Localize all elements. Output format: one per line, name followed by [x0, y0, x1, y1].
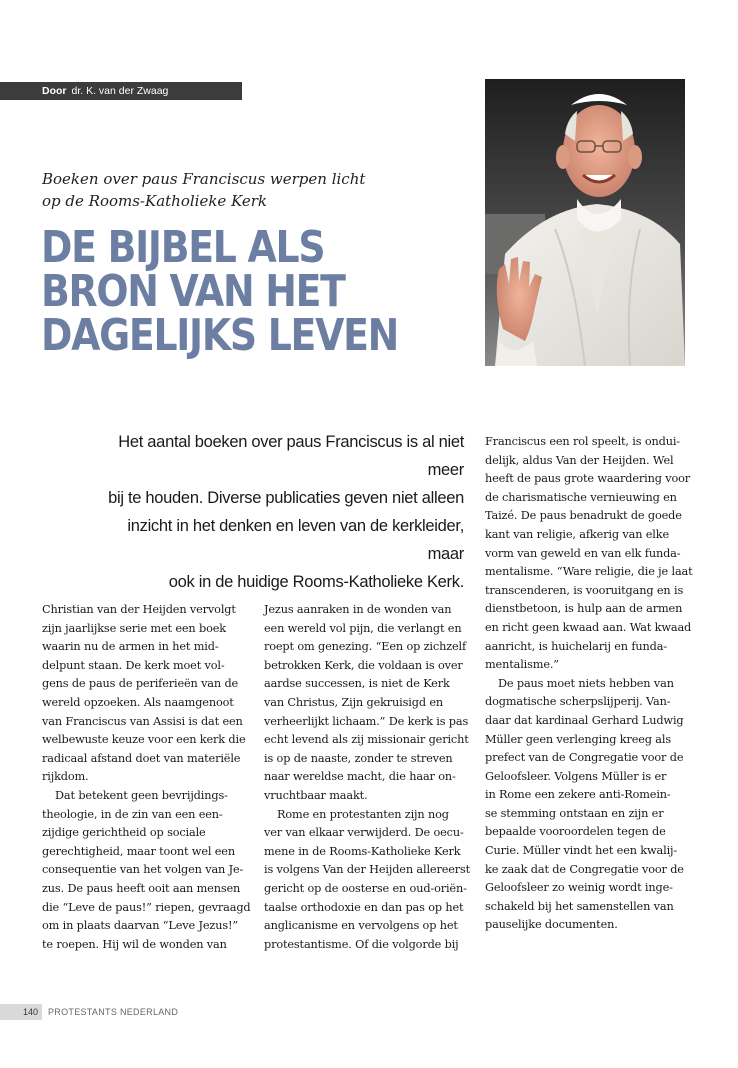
- body-text-line: taalse orthodoxie en dan pas op het: [264, 900, 464, 914]
- body-text-line: betrokken Kerk, die voldaan is over: [264, 658, 463, 672]
- body-text-line: in Rome een zekere anti-Romein-: [485, 788, 671, 802]
- body-column-1: [42, 601, 251, 954]
- body-text-line: bepaalde vooroordelen tegen de: [485, 825, 666, 839]
- body-text-line: dienstbetoon, is hulp aan de armen: [485, 602, 683, 616]
- body-text-line: een wereld vol pijn, die verlangt en: [264, 621, 462, 635]
- body-text-line: gerechtigheid, maar toont wel een: [42, 844, 235, 858]
- body-column-2: [264, 601, 471, 954]
- body-text-line: vruchtbaar maakt.: [264, 788, 368, 802]
- body-text-line: verheerlijkt lichaam.” De kerk is pas: [264, 714, 469, 728]
- body-text-line: Curie. Müller vindt het een kwalij-: [485, 844, 678, 858]
- body-text-line: gericht op de oosterse en oud-oriën-: [264, 881, 467, 895]
- headline-line: DAGELIJKS LEVEN: [41, 310, 399, 361]
- body-text-line: schakeld bij het samenstellen van: [485, 899, 674, 913]
- article-subtitle: [42, 168, 462, 212]
- body-text-line: aardse successen, is niet de Kerk: [264, 677, 450, 691]
- body-text-line: is volgens Van der Heijden allereerst: [264, 863, 471, 877]
- body-text-line: Rome en protestanten zijn nog: [277, 807, 449, 821]
- byline-author: dr. K. van der Zwaag: [71, 85, 169, 97]
- byline-label: Door: [42, 85, 67, 97]
- page-footer: [0, 1004, 178, 1020]
- body-text-line: Dat betekent geen bevrijdings-: [55, 788, 228, 802]
- body-text-line: Franciscus een rol speelt, is ondui-: [485, 435, 680, 448]
- article-intro: [100, 428, 464, 596]
- body-text-line: prefect van de Congregatie voor de: [485, 751, 684, 765]
- body-text-line: van Christus, Zijn gekruisigd en: [264, 695, 444, 709]
- body-text-line: radicaal afstand doet van materiële: [42, 751, 241, 765]
- body-text-line: Jezus aanraken in de wonden van: [264, 603, 452, 616]
- body-text-line: mentalisme. “Ware religie, die je laat: [485, 565, 693, 579]
- body-text-line: van Franciscus van Assisi is dat een: [42, 714, 243, 728]
- pope-illustration: [485, 79, 685, 366]
- body-text-line: heeft de paus grote waardering voor: [485, 472, 691, 486]
- body-text-line: Taizé. De paus benadrukt de goede: [485, 509, 682, 523]
- body-text-line: zijdige gerichtheid op sociale: [42, 826, 206, 840]
- article-headline: [41, 222, 411, 361]
- body-text-line: naar wereldse macht, die haar on-: [264, 770, 456, 784]
- intro-line: Het aantal boeken over paus Franciscus is al niet meer: [118, 433, 464, 479]
- headline-line: DE BIJBEL ALS: [41, 222, 325, 273]
- body-text-line: anglicanisme en vervolgens op het: [264, 919, 458, 933]
- body-column-3: [485, 433, 693, 935]
- body-text-line: zus. De paus heeft ooit aan mensen: [42, 881, 241, 895]
- body-text-line: vorm van geweld en van elk funda-: [485, 546, 681, 560]
- body-text-line: Geloofsleer. Volgens Müller is er: [485, 769, 667, 783]
- body-text-line: de charismatische vernieuwing en: [485, 490, 677, 504]
- intro-line: bij te houden. Diverse publicaties geven niet alleen: [108, 489, 464, 507]
- body-text-line: ke zaak dat de Congregatie voor de: [485, 862, 684, 876]
- body-text-line: gens de paus de periferieën van de: [42, 677, 239, 691]
- body-text-line: waarin nu de armen in het mid-: [42, 640, 219, 654]
- body-text-line: Geloofsleer zo weinig wordt inge-: [485, 881, 673, 895]
- body-text-line: De paus moet niets hebben van: [498, 676, 674, 690]
- subtitle-line: op de Rooms-Katholieke Kerk: [42, 192, 268, 210]
- body-text-line: en richt geen kwaad aan. Wat kwaad: [485, 620, 692, 634]
- headline-line: BRON VAN HET: [41, 266, 345, 317]
- intro-line: inzicht in het denken en leven van de kerkleider, maar: [127, 517, 464, 563]
- body-text-line: ver van elkaar verwijderd. De oecu-: [264, 826, 464, 840]
- intro-line: ook in de huidige Rooms-Katholieke Kerk.: [168, 573, 464, 591]
- body-text-line: transcenderen, is vooruitgang en is: [485, 583, 684, 597]
- body-text-line: roept om genezing. “Een op zichzelf: [264, 640, 467, 654]
- magazine-name: PROTESTANTS NEDERLAND: [48, 1007, 179, 1017]
- body-text-line: zijn jaarlijkse serie met een boek: [42, 621, 226, 635]
- body-text-line: protestantisme. Of die volgorde bij: [264, 937, 459, 951]
- body-text-line: kant van religie, afkerig van elke: [485, 527, 669, 541]
- body-text-line: pauselijke documenten.: [485, 918, 618, 932]
- body-text-line: se stemming ontstaan en zijn er: [485, 806, 664, 820]
- body-text-line: echt levend als zij missionair gericht: [264, 733, 469, 747]
- body-text-line: Christian van der Heijden vervolgt: [42, 603, 236, 616]
- body-text-line: mentalisme.”: [485, 658, 559, 672]
- body-text-line: delpunt staan. De kerk moet vol-: [42, 658, 225, 672]
- pope-photo: [485, 79, 685, 366]
- body-text-line: theologie, in de zin van een een-: [42, 807, 223, 821]
- subtitle-line: Boeken over paus Franciscus werpen licht: [42, 170, 366, 188]
- page-number: 140: [0, 1004, 42, 1020]
- body-text-line: is op de naaste, zonder te streven: [264, 751, 453, 765]
- body-text-line: mene in de Rooms-Katholieke Kerk: [264, 844, 461, 858]
- body-text-line: rijkdom.: [42, 770, 89, 784]
- body-text-line: die “Leve de paus!” riepen, gevraagd: [42, 900, 251, 914]
- body-text-line: aanricht, is huichelarij en funda-: [485, 639, 667, 653]
- byline: [0, 82, 242, 100]
- body-text-line: welbewuste keuze voor een kerk die: [42, 733, 246, 747]
- body-text-line: delijk, aldus Van der Heijden. Wel: [485, 453, 674, 467]
- body-text-line: wereld opzoeken. Als naamgenoot: [42, 695, 234, 709]
- body-text-line: consequentie van het volgen van Je-: [42, 863, 244, 877]
- body-text-line: Müller geen verlenging kreeg als: [485, 732, 671, 746]
- body-text-line: daar dat kardinaal Gerhard Ludwig: [485, 713, 684, 727]
- body-text-line: te roepen. Hij wil de wonden van: [42, 937, 227, 951]
- body-text-line: om in plaats daarvan “Leve Jezus!”: [42, 919, 238, 933]
- body-text-line: dogmatische scherpslijperij. Van-: [485, 695, 671, 709]
